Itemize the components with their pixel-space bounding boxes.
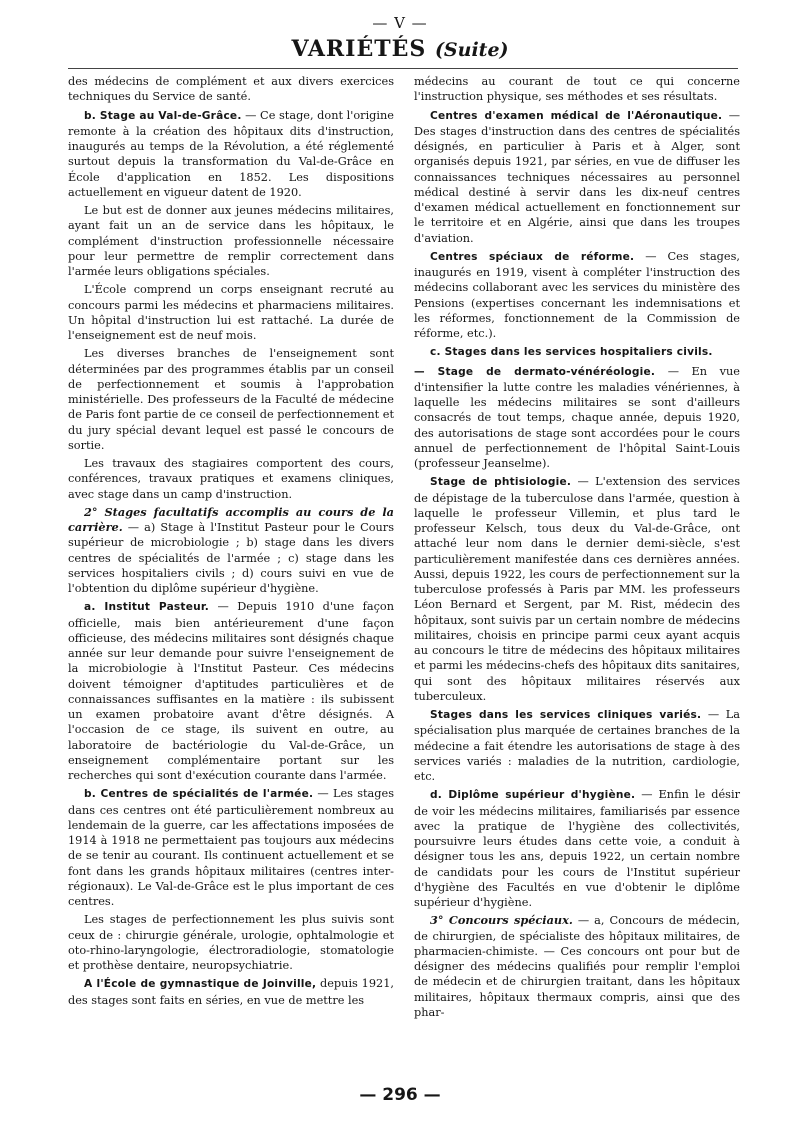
paragraph xyxy=(68,599,394,783)
paragraph-text: Les stages de perfectionnement les plus suivis sont ceux de : chirurgie générale, urologie, ophtalmologie et oto-rhino-laryngologie, électroradiologie, stomatologie et prothèse dentaire, neuropsychiatrie. xyxy=(68,913,394,972)
paragraph-text: — La spécialisation plus marquée de certaines branches de la médecine a fait étendre les autorisations de stage à des services variés : maladies de la nutrition, cardiologie, etc. xyxy=(414,708,740,783)
paragraph-heading: — Stage de dermato-vénéréologie. xyxy=(414,365,656,378)
paragraph xyxy=(414,74,740,105)
paragraph xyxy=(68,505,394,597)
paragraph-text: Les travaux des stagiaires comportent des cours, conférences, travaux pratiques et examens cliniques, avec stage dans un camp d'instruction. xyxy=(68,457,394,501)
page-number: — 296 — xyxy=(359,1085,441,1105)
paragraph-text: — Enfin le désir de voir les médecins militaires, familiarisés par essence avec la pratique de l'hygiène des collectivités, poursuivre leurs études dans cette voie, a conduit à désigner tous les ans, depuis 1922, un certain nombre de candidats pour les cours de l'Institut supérieur d'hygiène des Facultés en vue d'obtenir le diplôme supérieur d'hygiène. xyxy=(414,788,740,909)
section-title-suite: (Suite) xyxy=(434,39,509,61)
paragraph-heading: Centres d'examen médical de l'Aéronautique. xyxy=(430,109,723,122)
paragraph-text: Les diverses branches de l'enseignement sont déterminées par des programmes établis par un conseil de perfectionnement et soumis à l'approbation ministérielle. Des professeurs de la Faculté de médecine de Paris font partie de ce conseil de perfectionnement et du jury spécial devant lequel est passé le concours de sortie. xyxy=(68,347,394,452)
paragraph xyxy=(414,913,740,1020)
section-title-main: VARIÉTÉS xyxy=(291,36,427,62)
paragraph xyxy=(414,344,740,360)
paragraph-text: depuis 1921, des stages sont faits en séries, en vue de mettre les xyxy=(68,977,394,1007)
paragraph-heading: c. Stages dans les services hospitaliers civils. xyxy=(430,346,713,359)
paragraph-heading: Stages dans les services cliniques variés. xyxy=(430,709,702,721)
paragraph-text: — En vue d'intensifier la lutte contre les maladies vénériennes, à laquelle les médecins militaires se sont d'ailleurs consacrés de tout temps, chaque année, depuis 1920, des autorisations de stage sont accordées pour le cours annuel de perfectionnement de l'hôpital Saint-Louis (professeur Jeanselme). xyxy=(414,364,740,470)
paragraph-heading: 3° Concours spéciaux. xyxy=(430,913,573,928)
paragraph-heading: 2° Stages facultatifs accomplis au cours de la carrière. xyxy=(68,504,394,534)
paragraph xyxy=(68,912,394,973)
paragraph-text: — Depuis 1910 d'une façon officielle, mais bien antérieurement d'une façon officieuse, des médecins militaires sont désignés chaque année sur leur demande pour suivre l'enseignement de la microbiologie à l'Institut Pasteur. Ces médecins doivent témoigner d'aptitudes particulières et de connaissances suffisantes en la matière : ils subissent un examen probatoire avant d'être désignés. A l'occasion de ce stage, ils suivent en outre, au laboratoire de bactériologie du Val-de-Grâce, un enseignement complémentaire portant sur les recherches qui sont d'exécution courante dans l'armée. xyxy=(68,600,395,782)
paragraph-text: — Ces stages, inaugurés en 1919, visent à compléter l'instruction des médecins collaborant avec les services du ministère des Pensions (expertises concernant les indemnisations et les réformes, fonctionnement de la Commission de réforme, etc.). xyxy=(414,249,740,340)
paragraph xyxy=(414,364,740,472)
paragraph-heading: d. Diplôme supérieur d'hygiène. xyxy=(430,789,636,802)
paragraph xyxy=(68,976,394,1008)
paragraph xyxy=(414,707,740,784)
paragraph-text: L'École comprend un corps enseignant recruté au concours parmi les médecins et pharmaciens militaires. Un hôpital d'instruction lui est rattaché. La durée de l'enseignement est de neuf mois. xyxy=(68,283,394,342)
paragraph xyxy=(414,108,740,246)
paragraph-text: — Les stages dans ces centres ont été particulièrement nombreux au lendemain de la guerre, car les affectations imposées de 1914 à 1918 ne permettaient pas toujours aux médecins de se tenir au courant. Ils continuent actuellement et se font dans les grands hôpitaux militaires (centres inter-régionaux). Le Val-de-Grâce est le plus important de ces centres. xyxy=(68,787,394,908)
header-rule xyxy=(68,68,738,69)
right-column xyxy=(414,74,740,1023)
paragraph-text: des médecins de complément et aux divers exercices techniques du Service de santé. xyxy=(68,75,394,104)
paragraph-text: médecins au courant de tout ce qui concerne l'instruction physique, ses méthodes et ses résultats. xyxy=(414,75,740,104)
page-header xyxy=(0,14,800,62)
paragraph xyxy=(68,203,394,279)
paragraph-text: — a) Stage à l'Institut Pasteur pour le Cours supérieur de microbiologie ; b) stage dans les divers centres de spécialités de l'armée ; c) stage dans les services hospitaliers civils ; d) cours suivi en vue de l'obtention du diplôme supérieur d'hygiène. xyxy=(68,521,394,595)
paragraph-heading: A l'École de gymnastique de Joinville, xyxy=(84,978,317,991)
paragraph xyxy=(68,74,394,105)
paragraph xyxy=(68,282,394,343)
paragraph xyxy=(414,474,740,704)
paragraph-text: Le but est de donner aux jeunes médecins militaires, ayant fait un an de service dans les hôpitaux, le complément d'instruction professionnelle nécessaire pour leur permettre de remplir correctement dans l'armée leurs obligations spéciales. xyxy=(68,204,394,278)
paragraph-heading: b. Stage au Val-de-Grâce. xyxy=(84,109,242,122)
paragraph xyxy=(68,108,394,201)
paragraph xyxy=(414,787,740,910)
paragraph-text: — L'extension des services de dépistage de la tuberculose dans l'armée, question à laquelle le professeur Villemin, et plus tard le professeur Kelsch, tous deux du Val-de-Grâce, ont attaché leur nom dans le dernier demi-siècle, s'est particulièrement manifestée dans ces dernières années. Aussi, depuis 1922, les cours de perfectionnement sur la tuberculose professés à Paris par MM. les professeurs Léon Bernard et Sergent, par M. Rist, médecin des hôpitaux, sont suivis par un certain nombre de médecins militaires, choisis en principe parmi ceux ayant acquis au concours le titre de médecins des hôpitaux militaires et parmi les médecins-chefs des hôpitaux dits sanitaires, qui sont des hôpitaux militaires réservés aux tuberculeux. xyxy=(414,475,740,703)
paragraph-heading: Centres spéciaux de réforme. xyxy=(430,250,635,263)
section-title xyxy=(0,36,800,62)
roman-page-number: — V — xyxy=(372,14,428,32)
paragraph-text: — Des stages d'instruction dans des centres de spécialités désignés, en particulier à Paris et à Alger, sont organisés depuis 1921, par séries, en vue de diffuser les connaissances techniques nécessaires au personnel médical destiné à servir dans les dix-neuf centres d'examen médical actuellement en fonctionnement sur le territoire et en Algérie, ainsi que dans les troupes d'aviation. xyxy=(414,108,740,245)
paragraph-heading: Stage de phtisiologie. xyxy=(430,476,572,489)
paragraph xyxy=(68,346,394,453)
paragraph-heading: a. Institut Pasteur. xyxy=(84,601,209,614)
left-column xyxy=(68,74,394,1011)
paragraph-text: — a, Concours de médecin, de chirurgien, de spécialiste des hôpitaux militaires, de pharmacien-chimiste. — Ces concours ont pour but de désigner des médecins qualifiés pour remplir l'emploi de médecin et de chirurgien traitant, dans les hôpitaux militaires, hôpitaux thermaux compris, ainsi que des phar- xyxy=(414,914,740,1019)
paragraph xyxy=(68,786,394,909)
paragraph xyxy=(68,456,394,502)
paragraph-text: — Ce stage, dont l'origine remonte à la création des hôpitaux dits d'instruction, inaugurés au temps de la Révolution, a été réglementé surtout depuis la transformation du Val-de-Grâce en École d'application en 1852. Les dispositions actuellement en vigueur datent de 1920. xyxy=(68,108,394,199)
paragraph-heading: b. Centres de spécialités de l'armée. xyxy=(84,788,314,801)
paragraph xyxy=(414,249,740,342)
